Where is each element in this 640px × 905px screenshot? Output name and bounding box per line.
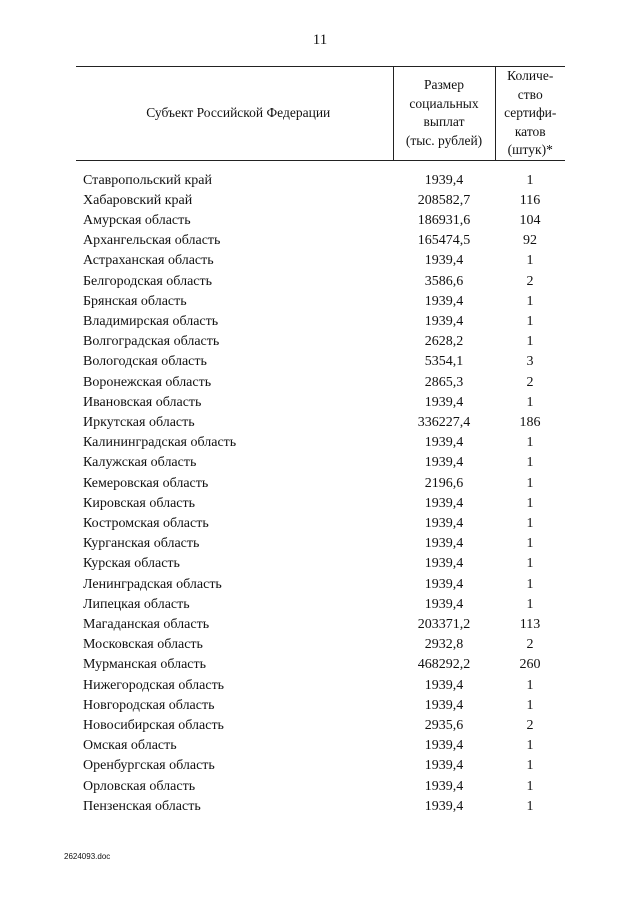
header-count [495,67,565,161]
table-row [76,413,565,433]
table-row [76,595,565,615]
table-row [76,474,565,494]
cell-payment: 1939,4 [424,677,464,693]
cell-subject: Волгоградская область [83,334,220,350]
header-payment [393,67,495,161]
cell-count: 260 [519,657,541,673]
cell-subject: Мурманская область [83,657,207,673]
cell-count: 2 [526,717,534,733]
cell-subject: Ленинградская область [83,576,222,592]
cell-payment: 1939,4 [424,536,464,552]
page-number: 11 [312,32,328,48]
cell-subject: Магаданская область [83,616,210,632]
header-count-line: сертифи- [504,105,557,120]
cell-payment: 1939,4 [424,697,464,713]
table-body [76,160,565,817]
cell-payment: 468292,2 [417,657,471,673]
header-count-line: ство [517,86,543,102]
cell-count: 1 [526,596,534,612]
table-row [76,696,565,716]
cell-payment: 1939,4 [424,596,464,612]
table-row [76,615,565,635]
table-row [76,575,565,595]
header-payment-line: социальных [409,95,479,111]
cell-count: 1 [526,697,534,713]
cell-subject: Липецкая область [83,596,190,612]
table-row [76,453,565,473]
header-payment-line: (тыс. рублей) [405,132,483,148]
cell-count: 1 [526,677,534,693]
cell-subject: Владимирская область [83,313,219,329]
cell-payment: 5354,1 [424,354,464,370]
cell-count: 1 [526,253,534,269]
cell-payment: 1939,4 [424,798,464,814]
table-row [76,554,565,574]
cell-payment: 3586,6 [424,273,464,289]
cell-count: 2 [526,637,534,653]
cell-count: 1 [526,435,534,451]
cell-subject: Калининградская область [83,435,237,451]
cell-subject: Костромская область [83,515,209,531]
table-row [76,655,565,675]
cell-subject: Архангельская область [83,233,221,249]
header-count-line: Количе- [507,68,554,83]
cell-count: 1 [526,556,534,572]
cell-payment: 2935,6 [424,717,464,733]
cell-subject: Кемеровская область [83,475,209,491]
table-row [76,251,565,271]
cell-count: 3 [526,354,534,370]
cell-subject: Брянская область [83,293,187,309]
cell-subject: Ставропольский край [83,172,212,188]
table-row [76,433,565,453]
cell-payment: 1939,4 [424,293,464,309]
cell-subject: Белгородская область [83,273,213,289]
header-count-line: (штук)* [507,142,553,157]
cell-subject: Вологодская область [83,354,207,370]
cell-payment: 186931,6 [417,212,471,228]
cell-count: 1 [526,778,534,794]
cell-payment: 1939,4 [424,758,464,774]
cell-count: 186 [519,414,541,430]
cell-payment: 336227,4 [417,414,471,430]
header-payment-line: выплат [423,114,465,130]
header-count-line: катов [514,123,546,139]
cell-payment: 1939,4 [424,515,464,531]
cell-payment: 2628,2 [424,334,464,350]
cell-count: 1 [526,515,534,531]
table-header [76,67,565,161]
cell-subject: Ивановская область [83,394,202,410]
cell-count: 1 [526,536,534,552]
cell-count: 113 [519,616,541,632]
cell-payment: 1939,4 [424,738,464,754]
table-row [76,777,565,797]
table-row [76,676,565,696]
cell-subject: Оренбургская область [83,758,215,774]
cell-payment: 1939,4 [424,313,464,329]
cell-subject: Курская область [83,556,180,572]
cell-count: 1 [526,576,534,592]
cell-count: 92 [523,233,537,249]
header-subject: Субъект Российской Федерации [76,67,393,161]
table-row [76,393,565,413]
cell-subject: Амурская область [83,212,191,228]
cell-count: 1 [526,495,534,511]
table-row [76,756,565,776]
table-row [76,736,565,756]
cell-subject: Воронежская область [83,374,212,390]
cell-payment: 1939,4 [424,495,464,511]
cell-subject: Иркутская область [83,414,195,430]
cell-payment: 1939,4 [424,455,464,471]
cell-count: 1 [526,455,534,471]
cell-subject: Новгородская область [83,697,215,713]
payments-table [76,66,565,817]
table-row [76,292,565,312]
table-row [76,211,565,231]
header-payment-line: Размер [424,77,464,93]
cell-count: 1 [526,758,534,774]
cell-subject: Хабаровский край [83,192,193,208]
cell-subject: Курганская область [83,536,200,552]
table-row [76,716,565,736]
cell-subject: Калужская область [83,455,197,471]
table-row [76,635,565,655]
header-payment-stack [394,76,495,150]
cell-payment: 208582,7 [417,192,471,208]
cell-subject: Омская область [83,738,177,754]
table-row [76,373,565,393]
cell-subject: Новосибирская область [83,717,224,733]
table-row [76,534,565,554]
cell-payment: 2196,6 [424,475,464,491]
table-row [76,332,565,352]
cell-subject: Московская область [83,637,203,653]
cell-count: 1 [526,475,534,491]
cell-payment: 2865,3 [424,374,464,390]
cell-payment: 1939,4 [424,394,464,410]
table-row [76,160,565,191]
cell-count: 1 [526,313,534,329]
cell-payment: 1939,4 [424,435,464,451]
cell-count: 1 [526,334,534,350]
cell-payment: 1939,4 [424,172,464,188]
document-reference: 2624093.doc [64,852,111,861]
cell-count: 1 [526,172,534,188]
cell-subject: Пензенская область [83,798,201,814]
cell-subject: Орловская область [83,778,196,794]
table-row [76,231,565,251]
table-row [76,272,565,292]
cell-payment: 203371,2 [417,616,471,632]
cell-count: 1 [526,394,534,410]
table-row [76,494,565,514]
header-count-stack [496,67,566,160]
cell-payment: 1939,4 [424,556,464,572]
cell-payment: 1939,4 [424,253,464,269]
cell-payment: 165474,5 [417,233,471,249]
header-row [76,67,565,161]
table-row [76,514,565,534]
cell-payment: 1939,4 [424,576,464,592]
cell-subject: Астраханская область [83,253,214,269]
table-row [76,312,565,332]
cell-count: 2 [526,273,534,289]
cell-subject: Кировская область [83,495,196,511]
cell-payment: 2932,8 [424,637,464,653]
payments-table-container [76,66,565,817]
cell-count: 104 [519,212,541,228]
cell-count: 116 [519,192,541,208]
cell-payment: 1939,4 [424,778,464,794]
cell-count: 1 [526,738,534,754]
cell-count: 1 [526,293,534,309]
cell-count: 2 [526,374,534,390]
table-row [76,352,565,372]
cell-count: 1 [526,798,534,814]
table-row [76,797,565,817]
cell-subject: Нижегородская область [83,677,225,693]
table-row [76,191,565,211]
